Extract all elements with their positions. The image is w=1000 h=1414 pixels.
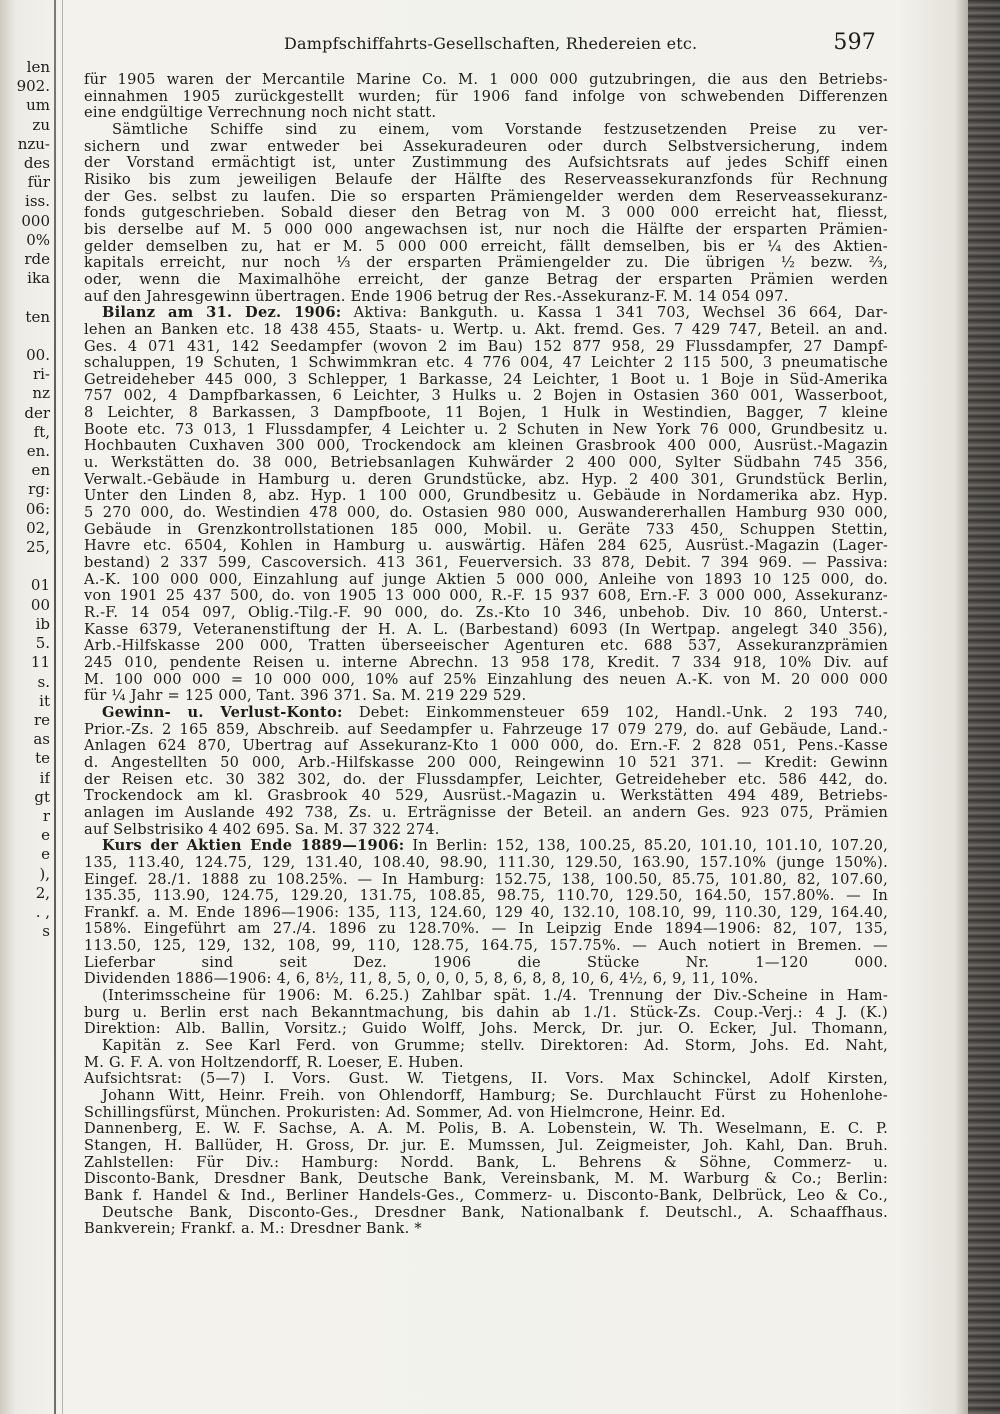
text-line: 8 Leichter, 8 Barkassen, 3 Dampfboote, 11 Bojen, 1 Hulk in Westindien, Bagger, 7 kleine	[84, 405, 888, 422]
facing-page-fragment: ),	[39, 864, 50, 883]
facing-page-fragment	[0, 961, 50, 980]
running-header	[84, 30, 876, 58]
facing-page-fragment: 25,	[26, 538, 50, 557]
text-line: 757 002, 4 Dampfbarkassen, 6 Leichter, 3 Hulks u. 2 Bojen in Ostasien 360 001, Wasserboot,	[84, 388, 888, 405]
text-line: Zahlstellen: Für Div.: Hamburg: Nordd. Bank, L. Behrens & Söhne, Commerz- u.	[84, 1154, 888, 1171]
facing-page-fragment: r	[42, 806, 50, 825]
text-line: Ges. 4 071 431, 142 Seedampfer (wovon 2 im Bau) 152 877 958, 29 Flussdampfer, 27 Dampf-	[84, 338, 888, 355]
text-line: Verwalt.-Gebäude in Hamburg u. deren Grundstücke, abz. Hyp. 2 400 301, Grundstück Berlin,	[84, 471, 888, 488]
facing-page-fragment: um	[26, 96, 50, 115]
text-line: fonds gutgeschrieben. Sobald dieser den Betrag von M. 3 000 000 erreicht hat, fliesst,	[84, 205, 888, 222]
facing-page-fragment: 0%	[26, 230, 50, 249]
text-line: Dannenberg, E. W. F. Sachse, A. A. M. Polis, B. A. Lobenstein, W. Th. Weselmann, E. C. P.	[84, 1121, 888, 1138]
facing-page-fragment	[0, 980, 50, 999]
facing-page-fragment: ri-	[32, 365, 50, 384]
facing-page-fragment: ib	[35, 614, 50, 633]
facing-page-fragment: as	[33, 730, 50, 749]
text-line: kapitals erreicht, nur noch ⅓ der ersparten Prämiengelder zu. Die übrigen ½ bezw. ⅔,	[84, 255, 888, 272]
text-line: u. Werkstätten do. 38 000, Betriebsanlagen Kuhwärder 2 400 000, Sylter Südbahn 745 356,	[84, 455, 888, 472]
text-line: einnahmen 1905 zurückgestellt wurden; für 1906 fand infolge von schwebenden Differenzen	[84, 88, 888, 105]
text-line: Lieferbar sind seit Dez. 1906 die Stücke Nr. 1—120 000.	[84, 954, 888, 971]
text-line: der Vorstand ermächtigt ist, unter Zustimmung des Aufsichtsrats auf jedes Schiff einen	[84, 155, 888, 172]
facing-page-fragment: e	[41, 826, 50, 845]
facing-page-fragment: if	[39, 768, 50, 787]
text-line: Anlagen 624 870, Übertrag auf Assekuranz-Kto 1 000 000, do. Ern.-F. 2 828 051, Pens.-Kasse	[84, 738, 888, 755]
text-line: M. 100 000 000 = 10 000 000, 10% auf 25% Einzahlung des neuen A.-K. von M. 20 000 000	[84, 671, 888, 688]
facing-page-fragment: 00.	[26, 346, 50, 365]
facing-page-fragment: rg:	[28, 480, 50, 499]
facing-page-fragment	[0, 327, 50, 346]
text-line: Kasse 6379, Veteranenstiftung der H. A. L. (Barbestand) 6093 (In Wertpap. angelegt 340 356),	[84, 621, 888, 638]
text-line: 135.35, 113.90, 124.75, 129.20, 131.75, 108.85, 98.75, 110.70, 129.50, 164.50, 157.80%. — In	[84, 888, 888, 905]
text-line: bestand) 2 337 599, Cascoversich. 413 361, Feuerversich. 33 878, Debit. 7 394 969. — Passiva:	[84, 555, 888, 572]
facing-page-fragment	[0, 288, 50, 307]
facing-page-fragment: 06:	[25, 499, 50, 518]
facing-page-fragment: 000	[21, 211, 50, 230]
text-line: Aufsichtsrat: (5—7) I. Vors. Gust. W. Tietgens, II. Vors. Max Schinckel, Adolf Kirsten,	[84, 1071, 888, 1088]
facing-page-fragment: 01	[30, 576, 50, 595]
text-line: auf den Jahresgewinn übertragen. Ende 1906 betrug der Res.-Assekuranz-F. M. 14 054 097.	[84, 288, 789, 305]
text-line: für 1905 waren der Mercantile Marine Co. M. 1 000 000 gutzubringen, die aus den Betriebs-	[84, 72, 888, 88]
text-line: für ¼ Jahr = 125 000, Tant. 396 371. Sa. M. 219 229 529.	[84, 688, 527, 705]
text-line: burg u. Berlin erst nach Bekanntmachung, bis dahin ab 1./1. Stück-Zs. Coup.-Verj.: 4 J. (K.)	[84, 1004, 888, 1021]
text-line: Trockendock am kl. Grasbrook 40 529, Ausrüst.-Magazin u. Werkstätten 494 489, Betriebs-	[84, 788, 888, 805]
facing-page-fragment: 5.	[35, 634, 50, 653]
text-line: 113.50, 125, 129, 132, 108, 99, 110, 128.75, 164.75, 157.75%. — Auch notiert in Bremen. —	[84, 938, 888, 955]
facing-page-fragment	[0, 999, 50, 1018]
text-line: Boote etc. 73 013, 1 Flussdampfer, 4 Leichter u. 2 Schuten in New York 76 000, Grundbesitz u.	[84, 421, 888, 438]
facing-page-fragment: für	[27, 173, 50, 192]
text-line: der Reisen etc. 30 382 302, do. der Flussdampfer, Leichter, Getreideheber etc. 586 442, do.	[84, 771, 888, 788]
text-line: 245 010, pendente Reisen u. interne Abrechn. 13 958 178, Kredit. 7 334 918, 10% Div. auf	[84, 654, 888, 671]
header-title: Dampfschiffahrts-Gesellschaften, Rhedereien etc.	[284, 34, 698, 53]
text-line: schaluppen, 19 Schuten, 1 Schwimmkran etc. 4 776 004, 47 Leichter 2 115 500, 3 pneumatische	[84, 355, 888, 372]
facing-page-fragment: ika	[27, 269, 50, 288]
text-line: Sämtliche Schiffe sind zu einem, vom Vorstande festzusetzenden Preise zu ver-	[112, 121, 888, 138]
text-line: Disconto-Bank, Dresdner Bank, Deutsche Bank, Vereinsbank, M. M. Warburg & Co.; Berlin:	[84, 1171, 888, 1188]
facing-page-fragment: der	[24, 403, 50, 422]
facing-page-fragment: en	[31, 461, 50, 480]
facing-page-fragment	[0, 941, 50, 960]
text-line: Unter den Linden 8, abz. Hyp. 1 100 000, Grundbesitz u. Gebäude in Nordamerika abz. Hyp.	[84, 488, 888, 505]
text-line: Deutsche Bank, Disconto-Ges., Dresdner Bank, Nationalbank f. Deutschl., A. Schaaffhaus.	[102, 1204, 888, 1221]
facing-page-fragment: . ,	[35, 902, 50, 921]
facing-page-fragment	[0, 1018, 50, 1037]
text-line: Schillingsfürst, München. Prokuristen: Ad. Sommer, Ad. von Hielmcrone, Heinr. Ed.	[84, 1104, 726, 1121]
facing-page-fragment: rde	[24, 250, 50, 269]
text-line: Risiko bis zum jeweiligen Belaufe der Hälfte des Reserveassekuranzfonds für Rechnung	[84, 171, 888, 188]
text-line: 158%. Eingeführt am 27./4. 1896 zu 128.70%. — In Leipzig Ende 1894—1906: 82, 107, 135,	[84, 921, 888, 938]
facing-page-fragment: 02,	[26, 518, 50, 537]
text-line: Bank f. Handel & Ind., Berliner Handels-Ges., Commerz- u. Disconto-Bank, Delbrück, Leo & Co.,	[84, 1187, 888, 1204]
facing-page-fragment: zu	[32, 115, 50, 134]
facing-page-fragment: ft,	[33, 422, 50, 441]
text-line: der Ges. selbst zu laufen. Die so ersparten Prämiengelder werden dem Reserveassekuranz-	[84, 188, 888, 205]
text-line: d. Angestellten 50 000, Arb.-Hilfskasse 200 000, Reingewinn 10 521 371. — Kredit: Gewinn	[84, 754, 888, 771]
facing-page-fragment: s	[42, 922, 50, 941]
text-line: Getreideheber 445 000, 3 Schlepper, 1 Barkasse, 24 Leichter, 1 Boot u. 1 Boje in Süd-Amerika	[84, 371, 888, 388]
text-line: Gewinn- u. Verlust-Konto: Debet: Einkommensteuer 659 102, Handl.-Unk. 2 193 740,	[102, 704, 888, 721]
text-line: M. G. F. A. von Holtzendorff, R. Loeser, E. Huben.	[84, 1054, 464, 1071]
text-line: 5 270 000, do. Westindien 478 000, do. Ostasien 980 000, Auswandererhallen Hamburg 930 000,	[84, 505, 888, 522]
facing-page-fragment: nz	[32, 384, 50, 403]
text-line: Bilanz am 31. Dez. 1906: Aktiva: Bankguth. u. Kassa 1 341 703, Wechsel 36 664, Dar-	[102, 305, 888, 322]
text-line: A.-K. 100 000 000, Einzahlung auf junge Aktien 5 000 000, Anleihe von 1893 10 125 000, do.	[84, 571, 888, 588]
binding-gutter-shadow	[62, 0, 63, 1414]
text-line: oder, wenn die Maximalhöhe erreicht, der ganze Betrag der ersparten Prämien werden	[84, 271, 888, 288]
text-line: anlagen im Auslande 492 738, Zs. u. Erträgnisse der Beteil. an andern Ges. 923 075, Prämien	[84, 804, 888, 821]
text-line: eine endgültige Verrechnung noch nicht statt.	[84, 105, 437, 122]
facing-page-fragment: gt	[34, 787, 50, 806]
text-line: (Interimsscheine für 1906: M. 6.25.) Zahlbar spät. 1./4. Trennung der Div.-Scheine in Ham-	[102, 988, 888, 1005]
article-body	[84, 72, 888, 1238]
facing-page-fragment: 00	[30, 595, 50, 614]
text-line: Gebäude in Grenzkontrollstationen 185 000, Mobil. u. Geräte 733 450, Schuppen Stettin,	[84, 521, 888, 538]
text-line: Dividenden 1886—1906: 4, 6, 8½, 11, 8, 5, 0, 0, 0, 5, 8, 6, 8, 8, 10, 6, 4½, 6, 9, 11, 10%.	[84, 971, 759, 988]
facing-page-fragment: s.	[37, 672, 50, 691]
text-line: sichern und zwar entweder bei Assekuradeuren oder durch Selbstversicherung, indem	[84, 138, 888, 155]
facing-page-fragment: re	[33, 710, 50, 729]
facing-page-fragment: iss.	[25, 192, 50, 211]
facing-page-fragments	[0, 58, 50, 1037]
facing-page-fragment: des	[23, 154, 50, 173]
text-line: Bankverein; Frankf. a. M.: Dresdner Bank. *	[84, 1221, 422, 1238]
text-line: Hochbauten Cuxhaven 300 000, Trockendock am kleinen Grasbrook 400 000, Ausrüst.-Magazin	[84, 438, 888, 455]
facing-page-fragment: 11	[30, 653, 50, 672]
text-line: Arb.-Hilfskasse 200 000, Tratten überseeischer Agenturen etc. 688 537, Assekuranzprämien	[84, 638, 888, 655]
facing-page-fragment	[0, 557, 50, 576]
facing-page-fragment: it	[39, 691, 50, 710]
text-line: Havre etc. 6504, Kohlen in Hamburg u. auswärtig. Häfen 284 625, Ausrüst.-Magazin (Lager-	[84, 538, 888, 555]
text-line: Prior.-Zs. 2 165 859, Abschreib. auf Seedampfer u. Fahrzeuge 17 079 279, do. auf Gebäude, Land.-	[84, 721, 888, 738]
page-number: 597	[833, 30, 876, 55]
binding-gutter-line	[54, 0, 56, 1414]
text-line: Kurs der Aktien Ende 1889—1906: In Berlin: 152, 138, 100.25, 85.20, 101.10, 101.10, 107.20,	[102, 838, 888, 855]
facing-page-fragment: ten	[25, 307, 50, 326]
text-line: Frankf. a. M. Ende 1896—1906: 135, 113, 124.60, 129 40, 132.10, 108.10, 99, 110.30, 129, 164.40,	[84, 904, 888, 921]
text-line: R.-F. 14 054 097, Oblig.-Tilg.-F. 90 000, do. Zs.-Kto 10 346, unbehob. Div. 10 860, Unterst.-	[84, 605, 888, 621]
text-line: auf Selbstrisiko 4 402 695. Sa. M. 37 322 274.	[84, 821, 440, 838]
facing-page-fragment: 902.	[16, 77, 50, 96]
text-line: Direktion: Alb. Ballin, Vorsitz.; Guido Wolff, Johs. Merck, Dr. jur. O. Ecker, Jul. Thomann,	[84, 1021, 888, 1038]
text-line: Johann Witt, Heinr. Freih. von Ohlendorff, Hamburg; Se. Durchlaucht Fürst zu Hohenlohe-	[102, 1088, 888, 1105]
text-line: von 1901 25 437 500, do. von 1905 13 000 000, R.-F. 15 937 608, Ern.-F. 3 000 000, Assekuranz-	[84, 588, 888, 605]
text-line: lehen an Banken etc. 18 438 455, Staats- u. Wertp. u. Akt. fremd. Ges. 7 429 747, Beteil. an and.	[84, 321, 888, 338]
facing-page-fragment: len	[26, 58, 50, 76]
facing-page-fragment: e	[41, 845, 50, 864]
text-line: Stangen, H. Ballüder, H. Gross, Dr. jur. E. Mumssen, Jul. Zeigmeister, Joh. Kahl, Dan. Bruh.	[84, 1138, 888, 1154]
text-line: 135, 113.40, 124.75, 129, 131.40, 108.40, 98.90, 111.30, 129.50, 163.90, 157.10% (junge 150%).	[84, 854, 888, 871]
text-line: Eingef. 28./1. 1888 zu 108.25%. — In Hamburg: 152.75, 138, 100.50, 85.75, 101.80, 82, 107.60,	[84, 871, 888, 888]
facing-page-fragment: en.	[26, 442, 50, 461]
text-line: gelder demselben zu, hat er M. 5 000 000 erreicht, fällt demselben, bis er ¼ des Aktien-	[84, 238, 888, 255]
facing-page-fragment: 2,	[35, 883, 50, 902]
page-edge-stack	[968, 0, 1000, 1414]
facing-page-fragment: nzu-	[17, 134, 50, 153]
text-line: bis derselbe auf M. 5 000 000 angewachsen ist, nur noch die Hälfte der ersparten Prämien-	[84, 221, 888, 238]
facing-page-fragment: te	[35, 749, 50, 768]
text-line: Kapitän z. See Karl Ferd. von Grumme; stellv. Direktoren: Ad. Storm, Johs. Ed. Naht,	[102, 1038, 888, 1055]
